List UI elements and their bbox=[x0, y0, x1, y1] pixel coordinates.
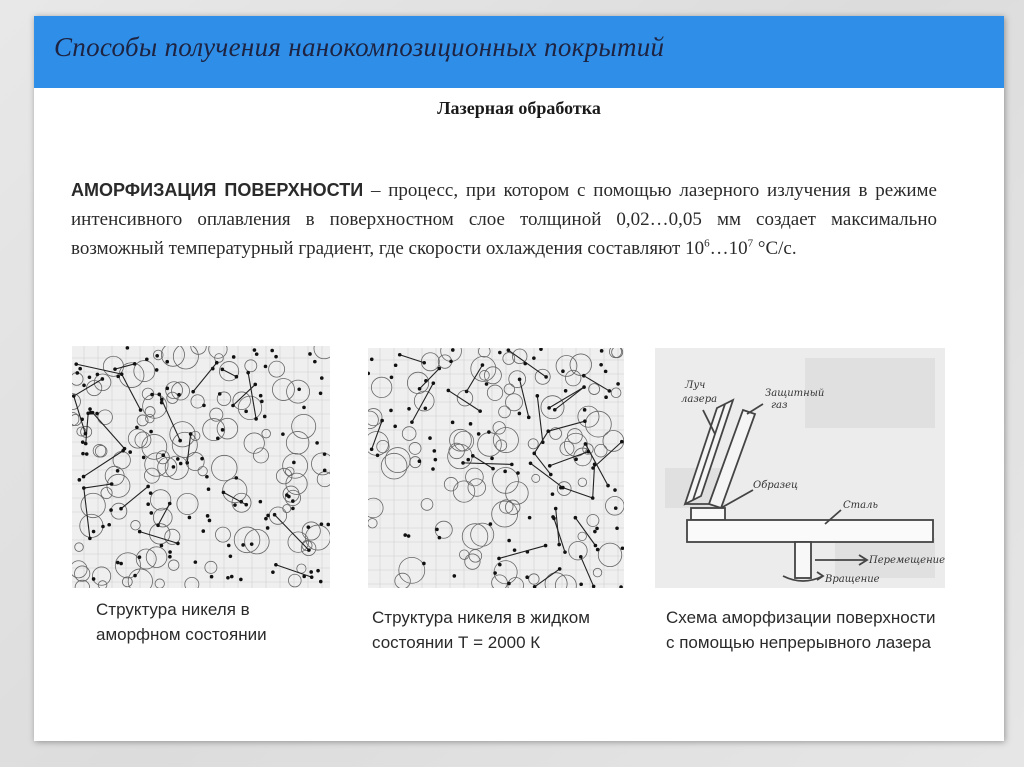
slide-title: Способы получения нанокомпозиционных покрытий bbox=[54, 32, 665, 62]
label-move: Перемещение bbox=[869, 555, 945, 566]
definition-paragraph bbox=[71, 176, 937, 263]
slide bbox=[34, 16, 1004, 741]
caption-liquid: Структура никеля в жидком состоянии Т = 2000 К bbox=[372, 608, 590, 652]
label-steel: Сталь bbox=[843, 500, 878, 511]
amorphous-nickel-structure-image bbox=[72, 346, 330, 588]
exponent-6: 6 bbox=[704, 237, 710, 250]
laser-amorphization-scheme bbox=[655, 348, 945, 588]
figure-laser-scheme bbox=[655, 348, 945, 588]
label-rotate: Вращение bbox=[825, 574, 880, 585]
section-subtitle: Лазерная обработка bbox=[437, 98, 601, 118]
label-beam-1: Луч bbox=[685, 380, 706, 391]
label-sample: Образец bbox=[753, 480, 799, 491]
definition-range: …10 bbox=[709, 238, 748, 259]
label-beam-2: лазера bbox=[681, 394, 718, 405]
slide-header bbox=[34, 16, 1004, 88]
definition-text: – процесс, при котором с помощью лазерного излучения в режиме интенсивного оплавления в поверхностном слое толщиной 0,02…0,05 мм создает максимально возможный температурный градиент, где скорости охлаждения составляют 10 bbox=[71, 180, 937, 259]
figure-liquid-structure bbox=[368, 348, 624, 588]
caption-scheme: Схема аморфизации поверхности с помощью непрерывного лазера bbox=[666, 608, 936, 652]
definition-term: АМОРФИЗАЦИЯ ПОВЕРХНОСТИ bbox=[71, 180, 364, 200]
liquid-nickel-structure-image bbox=[368, 348, 624, 588]
label-gas-2: газ bbox=[771, 400, 788, 411]
caption-amorphous: Структура никеля в аморфном состоянии bbox=[96, 600, 267, 644]
figure-amorphous-structure bbox=[72, 346, 330, 588]
definition-unit: °С/с. bbox=[753, 238, 797, 259]
label-gas-1: Защитный bbox=[765, 388, 825, 399]
exponent-7: 7 bbox=[747, 237, 754, 250]
